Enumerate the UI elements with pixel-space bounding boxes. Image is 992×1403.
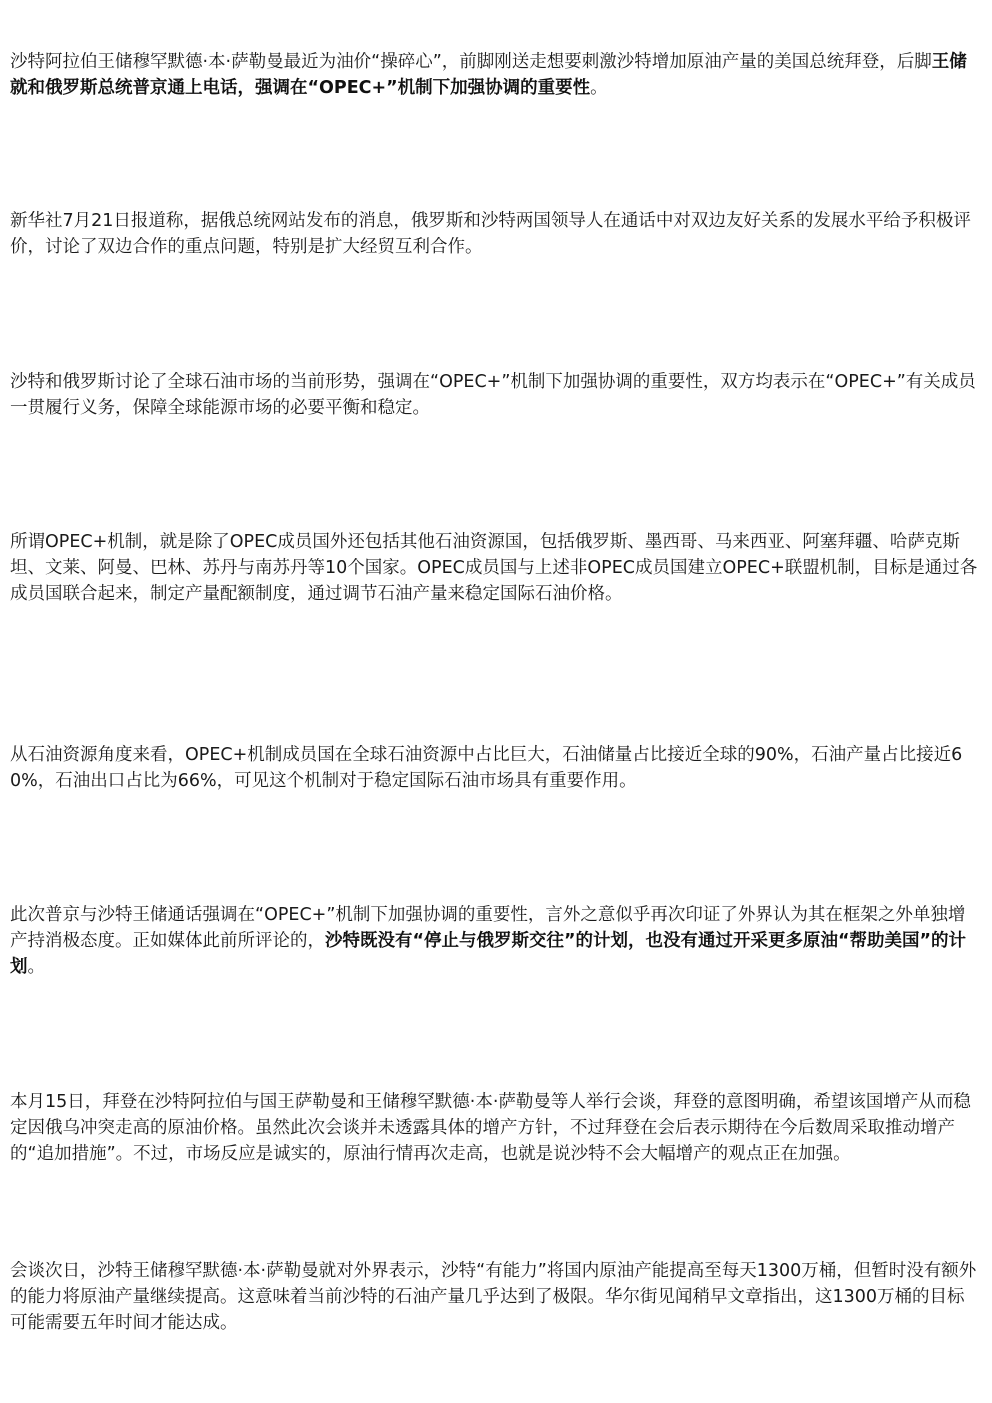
paragraph-3: 沙特和俄罗斯讨论了全球石油市场的当前形势，强调在“OPEC+”机制下加强协调的重要性，双方均表示在“OPEC+”有关成员一贯履行义务，保障全球能源市场的必要平衡和稳定。 bbox=[10, 372, 976, 418]
paragraph-5: 从石油资源角度来看，OPEC+机制成员国在全球石油资源中占比巨大，石油储量占比接近全球的90%，石油产量占比接近60%，石油出口占比为66%，可见这个机制对于稳定国际石油市场具有重要作用。 bbox=[10, 745, 963, 791]
paragraph-6-bold-text: 沙特既没有“停止与俄罗斯交往”的计划，也没有通过开采更多原油“帮助美国”的计划 bbox=[10, 931, 967, 977]
paragraph-8: 会谈次日，沙特王储穆罕默德·本·萨勒曼就对外界表示，沙特“有能力”将国内原油产能提高至每天1300万桶，但暂时没有额外的能力将原油产量继续提高。这意味着当前沙特的石油产量几乎达到了极限。华尔街见闻稍早文章指出，这1300万桶的目标可能需要五年时间才能达成。 bbox=[10, 1261, 977, 1333]
paragraph-2: 新华社7月21日报道称，据俄总统网站发布的消息，俄罗斯和沙特两国领导人在通话中对双边友好关系的发展水平给予积极评价，讨论了双边合作的重点问题，特别是扩大经贸互利合作。 bbox=[10, 211, 971, 257]
paragraph-1-text: 沙特阿拉伯王储穆罕默德·本·萨勒曼最近为油价“操碎心”，前脚刚送走想要刺激沙特增加原油产量的美国总统拜登，后脚 bbox=[10, 52, 932, 72]
paragraph-6-end: 。 bbox=[27, 957, 45, 977]
paragraph-1 bbox=[10, 49, 982, 101]
paragraph-4: 所谓OPEC+机制，就是除了OPEC成员国外还包括其他石油资源国，包括俄罗斯、墨西哥、马来西亚、阿塞拜疆、哈萨克斯坦、文莱、阿曼、巴林、苏丹与南苏丹等10个国家。OPEC成员国与上述非OPEC成员国建立OPEC+联盟机制，目标是通过各成员国联合起来，制定产量配额制度，通过调节石油产量来稳定国际石油价格。 bbox=[10, 532, 978, 604]
paragraph-7: 本月15日，拜登在沙特阿拉伯与国王萨勒曼和王储穆罕默德·本·萨勒曼等人举行会谈，拜登的意图明确，希望该国增产从而稳定因俄乌冲突走高的原油价格。虽然此次会谈并未透露具体的增产方针，不过拜登在会后表示期待在今后数周采取推动增产的“追加措施”。不过，市场反应是诚实的，原油行情再次走高，也就是说沙特不会大幅增产的观点正在加强。 bbox=[10, 1092, 971, 1164]
paragraph-6 bbox=[10, 902, 982, 980]
paragraph-1-end: 。 bbox=[590, 78, 608, 98]
paragraph-1-bold-text: 王储就和俄罗斯总统普京通上电话，强调在“OPEC+”机制下加强协调的重要性 bbox=[10, 52, 967, 98]
paragraph-6-text: 此次普京与沙特王储通话强调在“OPEC+”机制下加强协调的重要性，言外之意似乎再次印证了外界认为其在框架之外单独增产持消极态度。正如媒体此前所评论的， bbox=[10, 905, 966, 951]
